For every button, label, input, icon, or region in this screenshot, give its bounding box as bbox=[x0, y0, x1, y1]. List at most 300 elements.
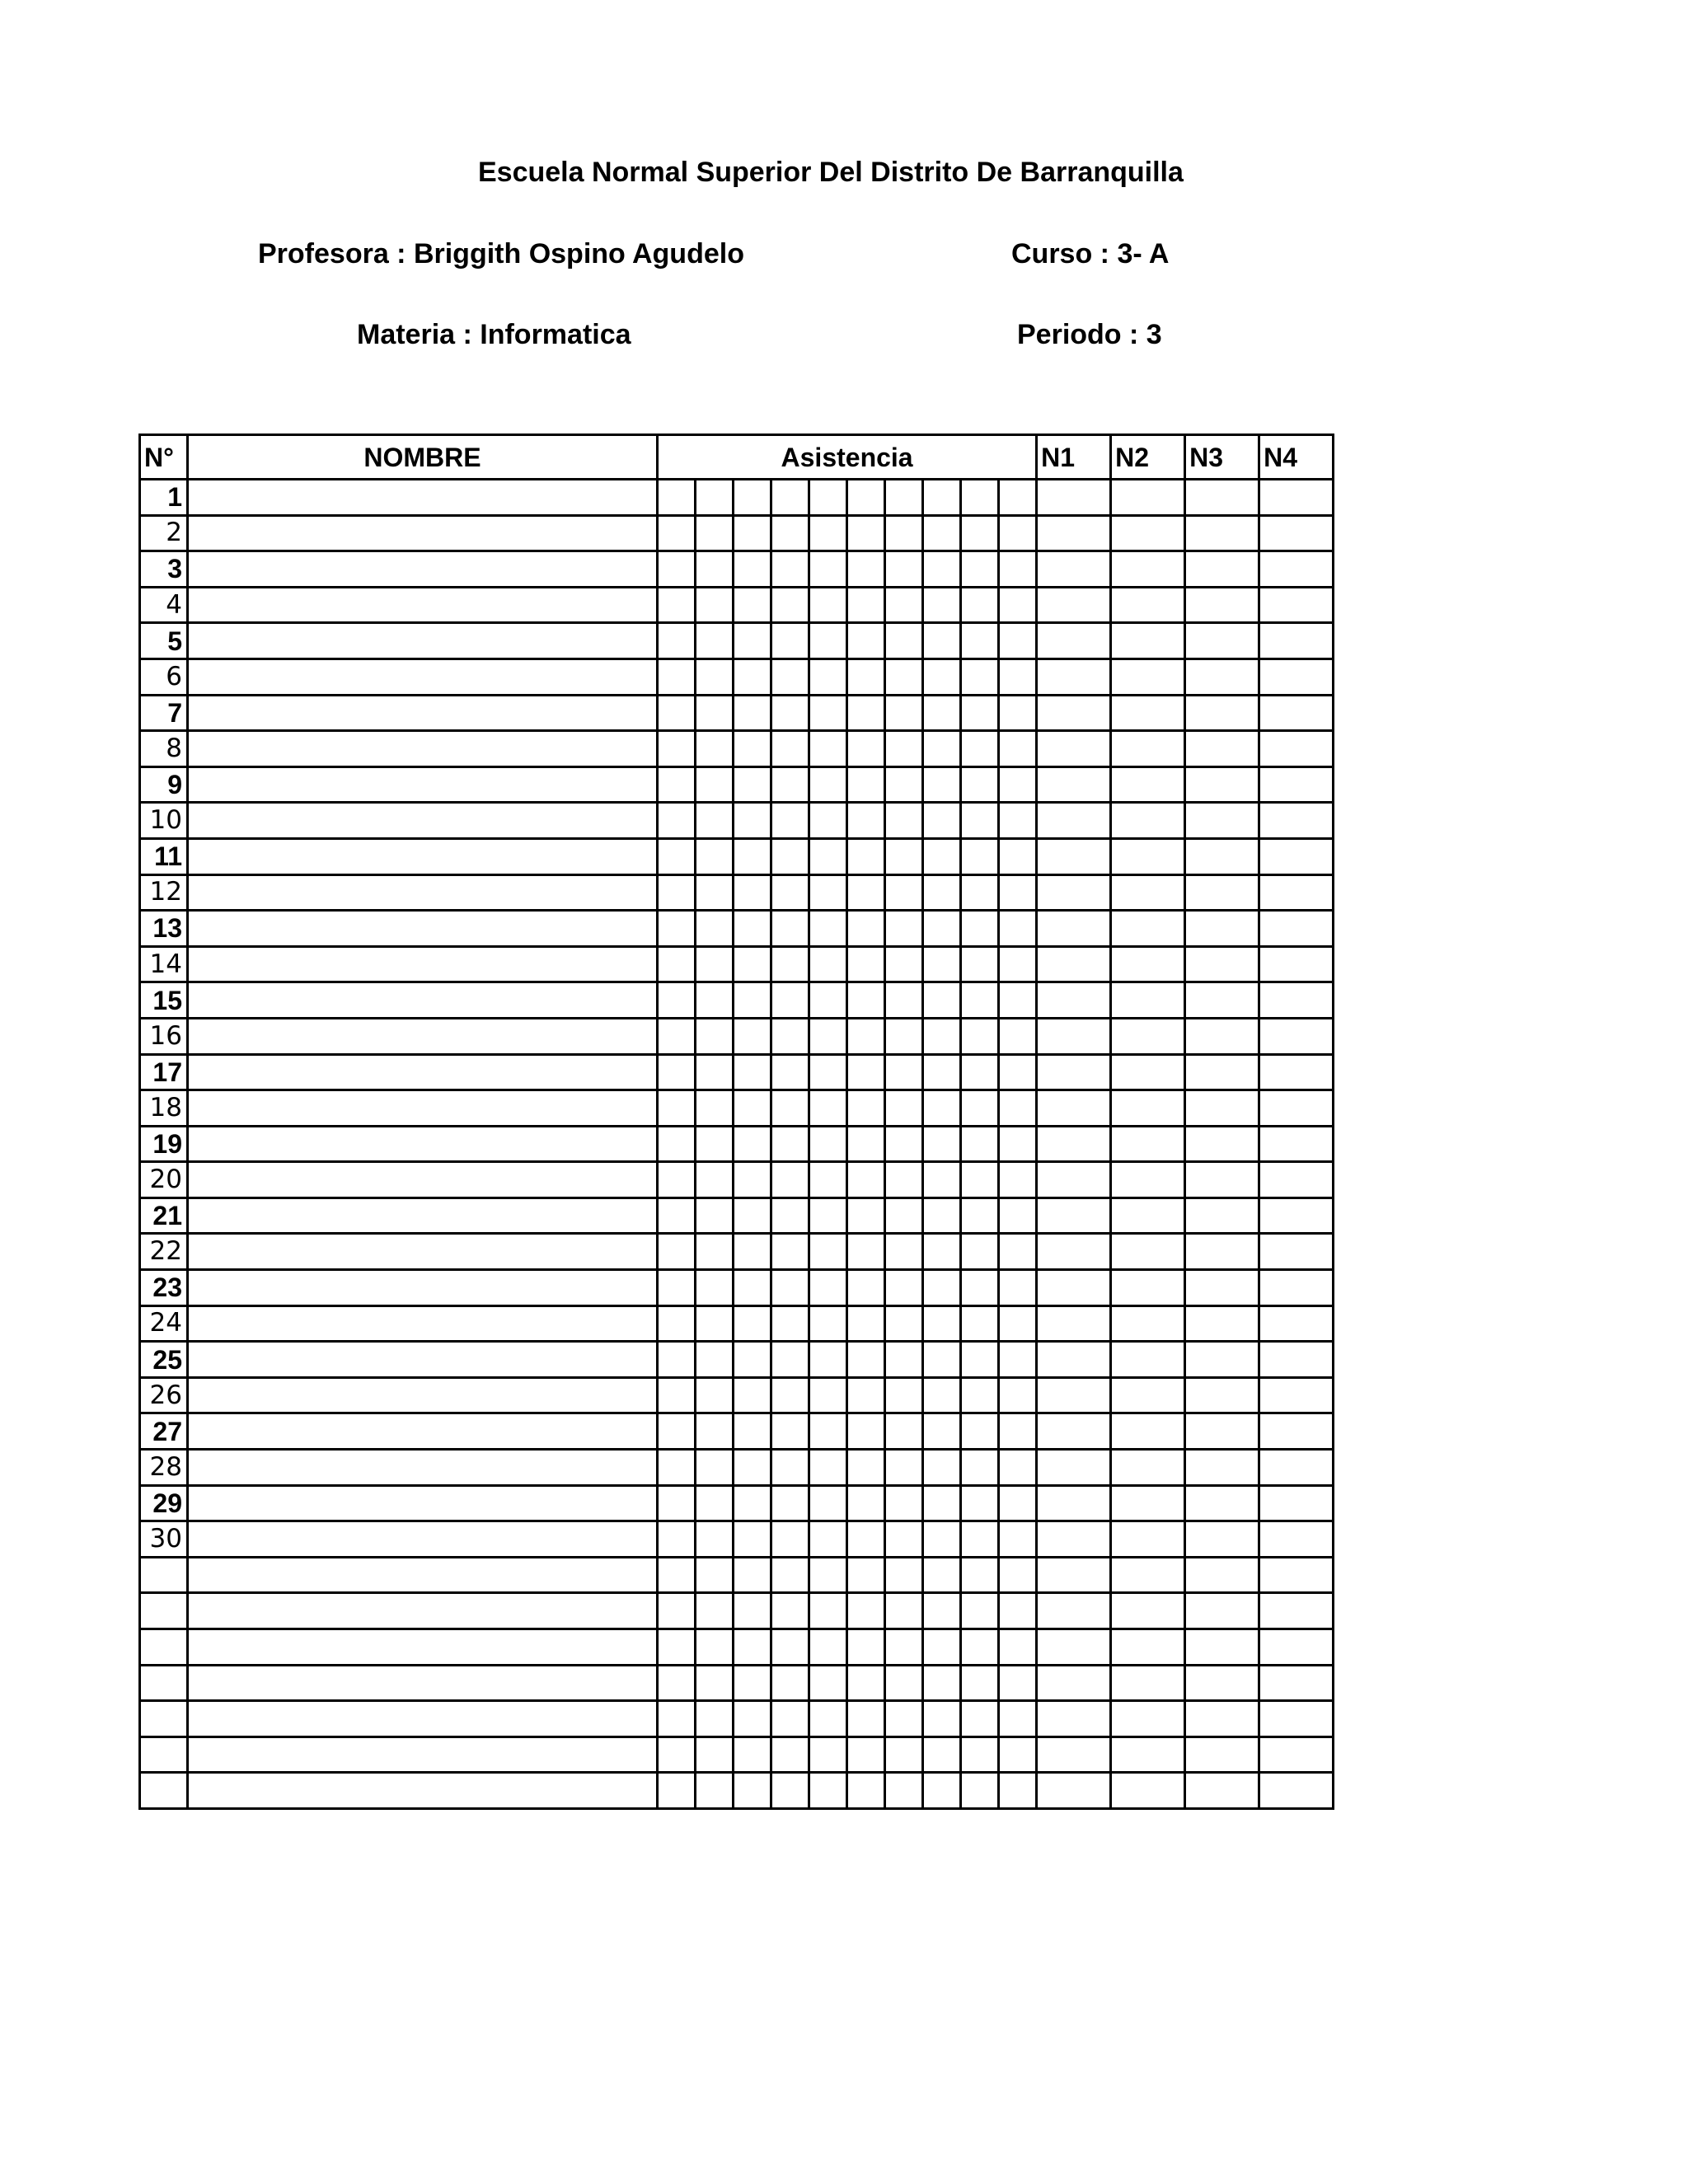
attendance-cell[interactable] bbox=[923, 874, 961, 911]
grade-cell-n4[interactable] bbox=[1259, 1377, 1334, 1413]
attendance-cell[interactable] bbox=[885, 1629, 923, 1666]
attendance-cell[interactable] bbox=[809, 480, 847, 516]
attendance-cell[interactable] bbox=[658, 1234, 696, 1270]
grade-cell-n4[interactable] bbox=[1259, 766, 1334, 803]
attendance-cell[interactable] bbox=[734, 982, 771, 1019]
grade-cell-n2[interactable] bbox=[1111, 695, 1185, 731]
student-name-cell[interactable] bbox=[188, 874, 658, 911]
attendance-cell[interactable] bbox=[847, 1234, 885, 1270]
attendance-cell[interactable] bbox=[847, 1305, 885, 1342]
attendance-cell[interactable] bbox=[658, 1665, 696, 1701]
attendance-cell[interactable] bbox=[734, 766, 771, 803]
attendance-cell[interactable] bbox=[999, 1197, 1037, 1234]
grade-cell-n2[interactable] bbox=[1111, 766, 1185, 803]
grade-cell-n1[interactable] bbox=[1037, 480, 1111, 516]
attendance-cell[interactable] bbox=[885, 623, 923, 659]
grade-cell-n2[interactable] bbox=[1111, 1450, 1185, 1486]
attendance-cell[interactable] bbox=[961, 658, 999, 695]
attendance-cell[interactable] bbox=[961, 1162, 999, 1198]
attendance-cell[interactable] bbox=[885, 946, 923, 982]
grade-cell-n1[interactable] bbox=[1037, 1557, 1111, 1593]
attendance-cell[interactable] bbox=[923, 551, 961, 588]
attendance-cell[interactable] bbox=[771, 1090, 809, 1127]
grade-cell-n4[interactable] bbox=[1259, 1126, 1334, 1162]
attendance-cell[interactable] bbox=[961, 480, 999, 516]
attendance-cell[interactable] bbox=[923, 1090, 961, 1127]
grade-cell-n1[interactable] bbox=[1037, 1377, 1111, 1413]
attendance-cell[interactable] bbox=[771, 1018, 809, 1054]
attendance-cell[interactable] bbox=[961, 695, 999, 731]
attendance-cell[interactable] bbox=[885, 1342, 923, 1378]
attendance-cell[interactable] bbox=[696, 695, 734, 731]
attendance-cell[interactable] bbox=[658, 1413, 696, 1450]
grade-cell-n4[interactable] bbox=[1259, 1629, 1334, 1666]
grade-cell-n2[interactable] bbox=[1111, 1018, 1185, 1054]
attendance-cell[interactable] bbox=[658, 1629, 696, 1666]
grade-cell-n1[interactable] bbox=[1037, 1593, 1111, 1629]
attendance-cell[interactable] bbox=[999, 1413, 1037, 1450]
grade-cell-n3[interactable] bbox=[1185, 1413, 1259, 1450]
attendance-cell[interactable] bbox=[961, 1305, 999, 1342]
attendance-cell[interactable] bbox=[696, 551, 734, 588]
grade-cell-n1[interactable] bbox=[1037, 1054, 1111, 1090]
attendance-cell[interactable] bbox=[999, 1485, 1037, 1521]
attendance-cell[interactable] bbox=[809, 1377, 847, 1413]
attendance-cell[interactable] bbox=[999, 1665, 1037, 1701]
attendance-cell[interactable] bbox=[961, 1413, 999, 1450]
student-name-cell[interactable] bbox=[188, 1773, 658, 1809]
attendance-cell[interactable] bbox=[771, 1305, 809, 1342]
grade-cell-n4[interactable] bbox=[1259, 1270, 1334, 1306]
attendance-cell[interactable] bbox=[734, 1342, 771, 1378]
attendance-cell[interactable] bbox=[696, 1054, 734, 1090]
grade-cell-n1[interactable] bbox=[1037, 1270, 1111, 1306]
attendance-cell[interactable] bbox=[923, 838, 961, 874]
attendance-cell[interactable] bbox=[999, 551, 1037, 588]
grade-cell-n3[interactable] bbox=[1185, 1593, 1259, 1629]
attendance-cell[interactable] bbox=[696, 803, 734, 839]
grade-cell-n4[interactable] bbox=[1259, 911, 1334, 947]
attendance-cell[interactable] bbox=[961, 1485, 999, 1521]
grade-cell-n1[interactable] bbox=[1037, 587, 1111, 623]
grade-cell-n4[interactable] bbox=[1259, 838, 1334, 874]
attendance-cell[interactable] bbox=[734, 1593, 771, 1629]
attendance-cell[interactable] bbox=[961, 1090, 999, 1127]
student-name-cell[interactable] bbox=[188, 658, 658, 695]
attendance-cell[interactable] bbox=[658, 803, 696, 839]
attendance-cell[interactable] bbox=[809, 731, 847, 767]
attendance-cell[interactable] bbox=[809, 982, 847, 1019]
attendance-cell[interactable] bbox=[961, 1593, 999, 1629]
attendance-cell[interactable] bbox=[847, 766, 885, 803]
grade-cell-n4[interactable] bbox=[1259, 1665, 1334, 1701]
student-name-cell[interactable] bbox=[188, 1450, 658, 1486]
attendance-cell[interactable] bbox=[809, 658, 847, 695]
attendance-cell[interactable] bbox=[696, 1736, 734, 1773]
grade-cell-n2[interactable] bbox=[1111, 731, 1185, 767]
student-name-cell[interactable] bbox=[188, 946, 658, 982]
attendance-cell[interactable] bbox=[734, 1018, 771, 1054]
student-name-cell[interactable] bbox=[188, 1234, 658, 1270]
grade-cell-n3[interactable] bbox=[1185, 623, 1259, 659]
attendance-cell[interactable] bbox=[734, 1450, 771, 1486]
attendance-cell[interactable] bbox=[885, 1701, 923, 1737]
attendance-cell[interactable] bbox=[809, 587, 847, 623]
attendance-cell[interactable] bbox=[771, 1054, 809, 1090]
attendance-cell[interactable] bbox=[999, 1054, 1037, 1090]
grade-cell-n2[interactable] bbox=[1111, 1234, 1185, 1270]
attendance-cell[interactable] bbox=[847, 480, 885, 516]
attendance-cell[interactable] bbox=[847, 982, 885, 1019]
attendance-cell[interactable] bbox=[734, 695, 771, 731]
attendance-cell[interactable] bbox=[961, 1450, 999, 1486]
grade-cell-n3[interactable] bbox=[1185, 1773, 1259, 1809]
attendance-cell[interactable] bbox=[961, 1629, 999, 1666]
attendance-cell[interactable] bbox=[923, 480, 961, 516]
attendance-cell[interactable] bbox=[961, 1197, 999, 1234]
attendance-cell[interactable] bbox=[658, 838, 696, 874]
attendance-cell[interactable] bbox=[658, 1485, 696, 1521]
attendance-cell[interactable] bbox=[771, 1450, 809, 1486]
attendance-cell[interactable] bbox=[999, 1557, 1037, 1593]
attendance-cell[interactable] bbox=[696, 1593, 734, 1629]
attendance-cell[interactable] bbox=[847, 1521, 885, 1558]
attendance-cell[interactable] bbox=[658, 1270, 696, 1306]
student-name-cell[interactable] bbox=[188, 1413, 658, 1450]
attendance-cell[interactable] bbox=[696, 1342, 734, 1378]
student-name-cell[interactable] bbox=[188, 1342, 658, 1378]
attendance-cell[interactable] bbox=[734, 838, 771, 874]
grade-cell-n1[interactable] bbox=[1037, 946, 1111, 982]
grade-cell-n4[interactable] bbox=[1259, 1018, 1334, 1054]
grade-cell-n3[interactable] bbox=[1185, 1521, 1259, 1558]
attendance-cell[interactable] bbox=[696, 946, 734, 982]
attendance-cell[interactable] bbox=[923, 1342, 961, 1378]
attendance-cell[interactable] bbox=[999, 911, 1037, 947]
attendance-cell[interactable] bbox=[809, 838, 847, 874]
attendance-cell[interactable] bbox=[658, 1162, 696, 1198]
attendance-cell[interactable] bbox=[999, 1126, 1037, 1162]
attendance-cell[interactable] bbox=[923, 1701, 961, 1737]
grade-cell-n1[interactable] bbox=[1037, 515, 1111, 551]
attendance-cell[interactable] bbox=[771, 1377, 809, 1413]
grade-cell-n3[interactable] bbox=[1185, 1090, 1259, 1127]
attendance-cell[interactable] bbox=[809, 1197, 847, 1234]
attendance-cell[interactable] bbox=[658, 515, 696, 551]
attendance-cell[interactable] bbox=[658, 1305, 696, 1342]
grade-cell-n3[interactable] bbox=[1185, 838, 1259, 874]
grade-cell-n2[interactable] bbox=[1111, 1413, 1185, 1450]
attendance-cell[interactable] bbox=[923, 1126, 961, 1162]
attendance-cell[interactable] bbox=[923, 695, 961, 731]
grade-cell-n2[interactable] bbox=[1111, 480, 1185, 516]
grade-cell-n3[interactable] bbox=[1185, 874, 1259, 911]
attendance-cell[interactable] bbox=[809, 1342, 847, 1378]
attendance-cell[interactable] bbox=[809, 1126, 847, 1162]
attendance-cell[interactable] bbox=[923, 1413, 961, 1450]
grade-cell-n4[interactable] bbox=[1259, 623, 1334, 659]
attendance-cell[interactable] bbox=[847, 1736, 885, 1773]
grade-cell-n3[interactable] bbox=[1185, 1126, 1259, 1162]
attendance-cell[interactable] bbox=[658, 1773, 696, 1809]
attendance-cell[interactable] bbox=[771, 838, 809, 874]
attendance-cell[interactable] bbox=[885, 1305, 923, 1342]
attendance-cell[interactable] bbox=[923, 1485, 961, 1521]
grade-cell-n2[interactable] bbox=[1111, 587, 1185, 623]
attendance-cell[interactable] bbox=[771, 803, 809, 839]
attendance-cell[interactable] bbox=[809, 1736, 847, 1773]
grade-cell-n3[interactable] bbox=[1185, 695, 1259, 731]
attendance-cell[interactable] bbox=[734, 1485, 771, 1521]
attendance-cell[interactable] bbox=[999, 623, 1037, 659]
grade-cell-n3[interactable] bbox=[1185, 1342, 1259, 1378]
attendance-cell[interactable] bbox=[771, 658, 809, 695]
attendance-cell[interactable] bbox=[771, 1413, 809, 1450]
grade-cell-n1[interactable] bbox=[1037, 1305, 1111, 1342]
attendance-cell[interactable] bbox=[923, 1593, 961, 1629]
grade-cell-n1[interactable] bbox=[1037, 658, 1111, 695]
student-name-cell[interactable] bbox=[188, 1701, 658, 1737]
grade-cell-n2[interactable] bbox=[1111, 1126, 1185, 1162]
attendance-cell[interactable] bbox=[999, 1342, 1037, 1378]
attendance-cell[interactable] bbox=[999, 803, 1037, 839]
student-name-cell[interactable] bbox=[188, 1018, 658, 1054]
attendance-cell[interactable] bbox=[923, 1054, 961, 1090]
grade-cell-n1[interactable] bbox=[1037, 982, 1111, 1019]
attendance-cell[interactable] bbox=[885, 911, 923, 947]
attendance-cell[interactable] bbox=[923, 1450, 961, 1486]
attendance-cell[interactable] bbox=[734, 803, 771, 839]
attendance-cell[interactable] bbox=[809, 623, 847, 659]
attendance-cell[interactable] bbox=[809, 1701, 847, 1737]
student-name-cell[interactable] bbox=[188, 695, 658, 731]
attendance-cell[interactable] bbox=[923, 731, 961, 767]
attendance-cell[interactable] bbox=[847, 658, 885, 695]
grade-cell-n4[interactable] bbox=[1259, 803, 1334, 839]
attendance-cell[interactable] bbox=[923, 1018, 961, 1054]
attendance-cell[interactable] bbox=[961, 731, 999, 767]
attendance-cell[interactable] bbox=[771, 623, 809, 659]
attendance-cell[interactable] bbox=[734, 658, 771, 695]
attendance-cell[interactable] bbox=[696, 1701, 734, 1737]
attendance-cell[interactable] bbox=[696, 766, 734, 803]
attendance-cell[interactable] bbox=[809, 1485, 847, 1521]
student-name-cell[interactable] bbox=[188, 551, 658, 588]
attendance-cell[interactable] bbox=[658, 658, 696, 695]
attendance-cell[interactable] bbox=[771, 1234, 809, 1270]
attendance-cell[interactable] bbox=[885, 874, 923, 911]
attendance-cell[interactable] bbox=[847, 1593, 885, 1629]
attendance-cell[interactable] bbox=[847, 1701, 885, 1737]
attendance-cell[interactable] bbox=[658, 1018, 696, 1054]
attendance-cell[interactable] bbox=[734, 1305, 771, 1342]
attendance-cell[interactable] bbox=[999, 946, 1037, 982]
attendance-cell[interactable] bbox=[734, 911, 771, 947]
attendance-cell[interactable] bbox=[961, 1377, 999, 1413]
attendance-cell[interactable] bbox=[847, 623, 885, 659]
attendance-cell[interactable] bbox=[658, 480, 696, 516]
attendance-cell[interactable] bbox=[734, 1090, 771, 1127]
attendance-cell[interactable] bbox=[658, 551, 696, 588]
attendance-cell[interactable] bbox=[885, 731, 923, 767]
attendance-cell[interactable] bbox=[923, 1377, 961, 1413]
attendance-cell[interactable] bbox=[847, 1197, 885, 1234]
attendance-cell[interactable] bbox=[809, 1018, 847, 1054]
attendance-cell[interactable] bbox=[923, 766, 961, 803]
attendance-cell[interactable] bbox=[885, 766, 923, 803]
grade-cell-n4[interactable] bbox=[1259, 731, 1334, 767]
attendance-cell[interactable] bbox=[696, 911, 734, 947]
grade-cell-n4[interactable] bbox=[1259, 1305, 1334, 1342]
grade-cell-n4[interactable] bbox=[1259, 1413, 1334, 1450]
attendance-cell[interactable] bbox=[734, 1413, 771, 1450]
attendance-cell[interactable] bbox=[923, 623, 961, 659]
attendance-cell[interactable] bbox=[885, 480, 923, 516]
attendance-cell[interactable] bbox=[771, 1126, 809, 1162]
attendance-cell[interactable] bbox=[809, 1450, 847, 1486]
attendance-cell[interactable] bbox=[847, 587, 885, 623]
grade-cell-n2[interactable] bbox=[1111, 911, 1185, 947]
attendance-cell[interactable] bbox=[923, 911, 961, 947]
attendance-cell[interactable] bbox=[771, 1773, 809, 1809]
attendance-cell[interactable] bbox=[809, 1413, 847, 1450]
attendance-cell[interactable] bbox=[809, 1665, 847, 1701]
grade-cell-n2[interactable] bbox=[1111, 1485, 1185, 1521]
student-name-cell[interactable] bbox=[188, 1665, 658, 1701]
attendance-cell[interactable] bbox=[885, 1450, 923, 1486]
attendance-cell[interactable] bbox=[847, 803, 885, 839]
attendance-cell[interactable] bbox=[734, 480, 771, 516]
grade-cell-n1[interactable] bbox=[1037, 1629, 1111, 1666]
attendance-cell[interactable] bbox=[734, 1521, 771, 1558]
attendance-cell[interactable] bbox=[696, 1018, 734, 1054]
attendance-cell[interactable] bbox=[999, 695, 1037, 731]
grade-cell-n2[interactable] bbox=[1111, 1701, 1185, 1737]
attendance-cell[interactable] bbox=[771, 480, 809, 516]
student-name-cell[interactable] bbox=[188, 1162, 658, 1198]
attendance-cell[interactable] bbox=[734, 551, 771, 588]
attendance-cell[interactable] bbox=[999, 480, 1037, 516]
grade-cell-n4[interactable] bbox=[1259, 874, 1334, 911]
attendance-cell[interactable] bbox=[771, 766, 809, 803]
grade-cell-n1[interactable] bbox=[1037, 551, 1111, 588]
attendance-cell[interactable] bbox=[847, 515, 885, 551]
attendance-cell[interactable] bbox=[734, 946, 771, 982]
grade-cell-n3[interactable] bbox=[1185, 911, 1259, 947]
student-name-cell[interactable] bbox=[188, 1090, 658, 1127]
attendance-cell[interactable] bbox=[734, 1234, 771, 1270]
attendance-cell[interactable] bbox=[961, 1557, 999, 1593]
attendance-cell[interactable] bbox=[847, 1413, 885, 1450]
attendance-cell[interactable] bbox=[885, 695, 923, 731]
grade-cell-n3[interactable] bbox=[1185, 1736, 1259, 1773]
attendance-cell[interactable] bbox=[734, 623, 771, 659]
attendance-cell[interactable] bbox=[847, 1773, 885, 1809]
attendance-cell[interactable] bbox=[999, 1701, 1037, 1737]
attendance-cell[interactable] bbox=[696, 1305, 734, 1342]
grade-cell-n4[interactable] bbox=[1259, 1090, 1334, 1127]
attendance-cell[interactable] bbox=[885, 1736, 923, 1773]
attendance-cell[interactable] bbox=[961, 1521, 999, 1558]
attendance-cell[interactable] bbox=[771, 587, 809, 623]
grade-cell-n2[interactable] bbox=[1111, 658, 1185, 695]
attendance-cell[interactable] bbox=[923, 1773, 961, 1809]
attendance-cell[interactable] bbox=[734, 1126, 771, 1162]
grade-cell-n3[interactable] bbox=[1185, 1162, 1259, 1198]
attendance-cell[interactable] bbox=[999, 874, 1037, 911]
attendance-cell[interactable] bbox=[696, 1665, 734, 1701]
attendance-cell[interactable] bbox=[734, 515, 771, 551]
attendance-cell[interactable] bbox=[999, 1018, 1037, 1054]
grade-cell-n4[interactable] bbox=[1259, 1521, 1334, 1558]
grade-cell-n2[interactable] bbox=[1111, 838, 1185, 874]
student-name-cell[interactable] bbox=[188, 1377, 658, 1413]
grade-cell-n2[interactable] bbox=[1111, 1377, 1185, 1413]
attendance-cell[interactable] bbox=[809, 695, 847, 731]
attendance-cell[interactable] bbox=[696, 1270, 734, 1306]
grade-cell-n1[interactable] bbox=[1037, 766, 1111, 803]
attendance-cell[interactable] bbox=[696, 1126, 734, 1162]
grade-cell-n2[interactable] bbox=[1111, 1342, 1185, 1378]
attendance-cell[interactable] bbox=[696, 1413, 734, 1450]
attendance-cell[interactable] bbox=[847, 1126, 885, 1162]
attendance-cell[interactable] bbox=[885, 1197, 923, 1234]
grade-cell-n2[interactable] bbox=[1111, 946, 1185, 982]
attendance-cell[interactable] bbox=[771, 1485, 809, 1521]
attendance-cell[interactable] bbox=[696, 1557, 734, 1593]
attendance-cell[interactable] bbox=[999, 1450, 1037, 1486]
attendance-cell[interactable] bbox=[961, 1126, 999, 1162]
grade-cell-n4[interactable] bbox=[1259, 946, 1334, 982]
grade-cell-n3[interactable] bbox=[1185, 1557, 1259, 1593]
attendance-cell[interactable] bbox=[885, 1090, 923, 1127]
grade-cell-n3[interactable] bbox=[1185, 766, 1259, 803]
attendance-cell[interactable] bbox=[809, 1557, 847, 1593]
attendance-cell[interactable] bbox=[961, 803, 999, 839]
attendance-cell[interactable] bbox=[847, 1485, 885, 1521]
student-name-cell[interactable] bbox=[188, 1485, 658, 1521]
grade-cell-n1[interactable] bbox=[1037, 1665, 1111, 1701]
attendance-cell[interactable] bbox=[847, 946, 885, 982]
attendance-cell[interactable] bbox=[771, 1593, 809, 1629]
grade-cell-n1[interactable] bbox=[1037, 1736, 1111, 1773]
attendance-cell[interactable] bbox=[771, 1162, 809, 1198]
attendance-cell[interactable] bbox=[999, 1377, 1037, 1413]
attendance-cell[interactable] bbox=[809, 1090, 847, 1127]
grade-cell-n3[interactable] bbox=[1185, 1377, 1259, 1413]
grade-cell-n3[interactable] bbox=[1185, 1485, 1259, 1521]
attendance-cell[interactable] bbox=[847, 1090, 885, 1127]
attendance-cell[interactable] bbox=[999, 982, 1037, 1019]
attendance-cell[interactable] bbox=[885, 1054, 923, 1090]
attendance-cell[interactable] bbox=[809, 1054, 847, 1090]
grade-cell-n3[interactable] bbox=[1185, 1629, 1259, 1666]
attendance-cell[interactable] bbox=[885, 838, 923, 874]
attendance-cell[interactable] bbox=[696, 1197, 734, 1234]
attendance-cell[interactable] bbox=[961, 1736, 999, 1773]
grade-cell-n1[interactable] bbox=[1037, 1413, 1111, 1450]
attendance-cell[interactable] bbox=[885, 1557, 923, 1593]
attendance-cell[interactable] bbox=[734, 1054, 771, 1090]
attendance-cell[interactable] bbox=[847, 1629, 885, 1666]
attendance-cell[interactable] bbox=[847, 1377, 885, 1413]
attendance-cell[interactable] bbox=[999, 838, 1037, 874]
attendance-cell[interactable] bbox=[734, 1773, 771, 1809]
attendance-cell[interactable] bbox=[999, 1162, 1037, 1198]
grade-cell-n2[interactable] bbox=[1111, 1162, 1185, 1198]
grade-cell-n4[interactable] bbox=[1259, 1162, 1334, 1198]
attendance-cell[interactable] bbox=[734, 1629, 771, 1666]
